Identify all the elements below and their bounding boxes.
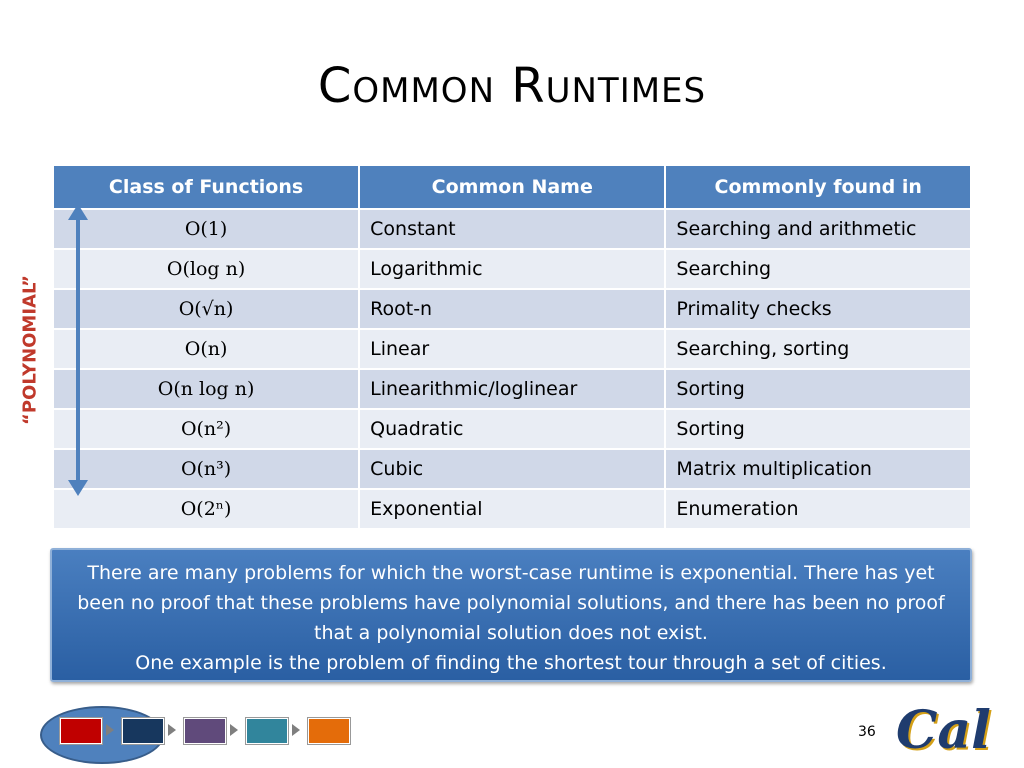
common-name-cell: Root-n (359, 289, 665, 329)
slide-title: Common Runtimes (317, 58, 707, 114)
table-row (53, 369, 971, 409)
found-in-cell: Searching, sorting (665, 329, 971, 369)
found-in-cell: Enumeration (665, 489, 971, 529)
common-name-cell: Cubic (359, 449, 665, 489)
function-class-cell: O(√n) (53, 289, 359, 329)
note-paragraph-1: There are many problems for which the worst-case runtime is exponential. There has yet been no proof that these problems have polynomial solutions, and there has been no proof that a polynomial solution does not exist. (77, 562, 945, 644)
nav-section-1-button[interactable] (60, 718, 102, 744)
nav-section-2-button[interactable] (122, 718, 164, 744)
nav-arrow-icon (230, 724, 238, 736)
table-row (53, 489, 971, 529)
common-name-cell: Constant (359, 209, 665, 249)
function-class-cell: O(n³) (53, 449, 359, 489)
found-in-cell: Primality checks (665, 289, 971, 329)
found-in-cell: Searching (665, 249, 971, 289)
found-in-cell: Searching and arithmetic (665, 209, 971, 249)
cal-logo: Cal (896, 700, 991, 761)
found-in-cell: Matrix multiplication (665, 449, 971, 489)
found-in-cell: Sorting (665, 369, 971, 409)
nav-arrow-icon (168, 724, 176, 736)
polynomial-range-arrow-icon (66, 204, 90, 496)
function-class-cell: O(n) (53, 329, 359, 369)
polynomial-label: “POLYNOMIAL” (19, 275, 41, 425)
table-row (53, 249, 971, 289)
header-class-of-functions: Class of Functions (53, 165, 359, 209)
common-name-cell: Linearithmic/loglinear (359, 369, 665, 409)
function-class-cell: O(n²) (53, 409, 359, 449)
exponential-note-box (50, 548, 972, 682)
table-row (53, 209, 971, 249)
note-paragraph-2: One example is the problem of finding the shortest tour through a set of cities. (135, 652, 887, 674)
nav-arrow-icon (106, 724, 114, 736)
function-class-cell: O(1) (53, 209, 359, 249)
common-name-cell: Exponential (359, 489, 665, 529)
table-row (53, 329, 971, 369)
nav-section-4-button[interactable] (246, 718, 288, 744)
table-row (53, 449, 971, 489)
header-common-name: Common Name (359, 165, 665, 209)
table-row (53, 409, 971, 449)
nav-section-5-button[interactable] (308, 718, 350, 744)
table-header-row (53, 165, 971, 209)
table-row (53, 289, 971, 329)
common-name-cell: Quadratic (359, 409, 665, 449)
page-number: 36 (858, 724, 876, 740)
found-in-cell: Sorting (665, 409, 971, 449)
function-class-cell: O(n log n) (53, 369, 359, 409)
function-class-cell: O(log n) (53, 249, 359, 289)
function-class-cell: O(2ⁿ) (53, 489, 359, 529)
common-name-cell: Linear (359, 329, 665, 369)
nav-arrow-icon (292, 724, 300, 736)
nav-section-3-button[interactable] (184, 718, 226, 744)
common-name-cell: Logarithmic (359, 249, 665, 289)
header-commonly-found-in: Commonly found in (665, 165, 971, 209)
runtime-table (52, 164, 972, 530)
